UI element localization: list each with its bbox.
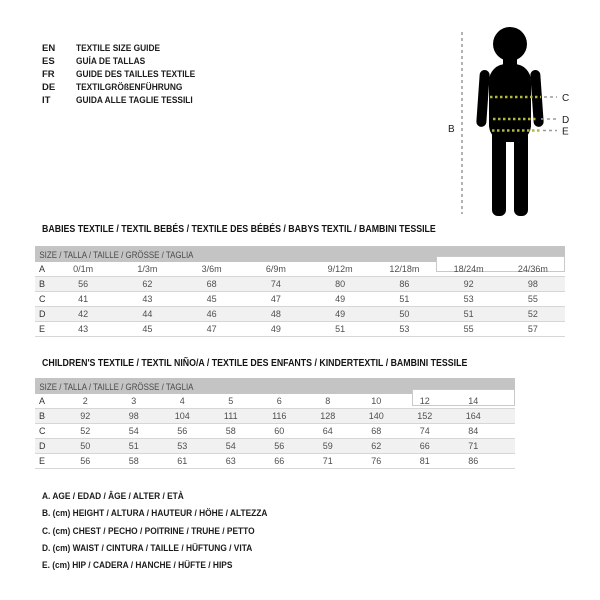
children-size-table [35,378,515,469]
section-title-children-text: CHILDREN'S TEXTILE / TEXTIL NIÑO/A / TEXTILE DES ENFANTS / KINDERTEXTIL / BAMBINI TESSILE [42,358,468,369]
language-row [42,81,211,94]
size-cell: 66 [419,441,430,451]
size-cell: 51 [335,324,346,334]
size-cell: 98 [128,411,139,421]
language-list [42,42,211,107]
size-cell: 1/3m [137,264,158,274]
size-cell: 53 [177,441,188,451]
size-cell: 104 [174,411,190,421]
size-cell: 62 [371,441,382,451]
size-cell: 68 [371,426,382,436]
legend-item: D. (cm) WAIST / CINTURA / TAILLE / HÜFTUNG / VITA [42,542,253,554]
size-row [35,262,565,277]
size-cell: 86 [399,279,410,289]
size-cell: 45 [206,294,217,304]
size-cell: 3/6m [201,264,222,274]
size-cell: 49 [335,309,346,319]
row-label: A [39,396,46,406]
size-cell: 84 [468,426,479,436]
language-row [42,94,211,107]
size-cell: 51 [128,441,139,451]
size-row [35,292,565,307]
row-label: B [39,279,46,289]
language-code: FR [42,69,55,80]
language-code: EN [42,43,56,54]
size-cell: 53 [463,294,474,304]
measure-label-c: C [562,93,570,104]
child-silhouette [476,27,544,216]
size-cell: 56 [80,456,91,466]
size-cell: 116 [272,411,287,421]
size-cell: 63 [225,456,236,466]
size-cell: 92 [463,279,474,289]
size-cell: 52 [80,426,91,436]
size-cell: 111 [223,411,238,421]
language-row [42,42,211,55]
size-cell: 24/36m [517,264,548,274]
size-row [35,454,515,469]
language-label: TEXTILGRÖßENFÜHRUNG [76,82,183,93]
size-cell: 81 [419,456,430,466]
row-label: A [39,264,46,274]
size-cell: 58 [225,426,236,436]
size-cell: 51 [463,309,474,319]
size-cell: 56 [274,441,285,451]
size-cell: 80 [335,279,346,289]
measure-label-b: B [448,124,455,135]
size-row [35,307,565,322]
size-cell: 50 [399,309,410,319]
section-title-children [42,358,525,369]
language-code: ES [42,56,55,67]
table-header-label: SIZE / TALLA / TAILLE / GRÖSSE / TAGLIA [39,250,194,260]
legend-item: E. (cm) HIP / CADERA / HANCHE / HÜFTE / HIPS [42,560,233,572]
size-row [35,424,515,439]
size-row [35,394,515,409]
size-cell: 86 [468,456,479,466]
measure-label-e: E [562,126,569,138]
size-cell: 74 [419,426,430,436]
size-cell: 48 [270,309,281,319]
size-cell: 56 [177,426,188,436]
size-cell: 14 [468,396,479,406]
size-cell: 128 [320,411,336,421]
row-label: D [39,441,46,451]
size-cell: 60 [274,426,285,436]
size-cell: 140 [368,411,384,421]
size-cell: 71 [468,441,479,451]
size-cell: 66 [274,456,285,466]
size-row [35,322,565,337]
size-cell: 46 [206,309,217,319]
size-row [35,277,565,292]
language-code: DE [42,82,56,93]
size-cell: 74 [270,279,281,289]
size-cell: 12/18m [389,264,420,274]
size-cell: 2 [82,396,88,406]
babies-size-table [35,246,565,337]
size-cell: 41 [78,294,89,304]
size-cell: 9/12m [327,264,353,274]
size-cell: 47 [270,294,281,304]
size-cell: 8 [325,396,331,406]
size-cell: 54 [128,426,139,436]
legend-item: A. AGE / EDAD / ÂGE / ALTER / ETÀ [42,491,184,502]
size-cell: 68 [206,279,217,289]
size-cell: 12 [419,396,430,406]
language-label: TEXTILE SIZE GUIDE [76,43,161,54]
section-title-babies [42,224,489,235]
table-header-label: SIZE / TALLA / TAILLE / GRÖSSE / TAGLIA [39,382,194,392]
section-title-babies-text: BABIES TEXTILE / TEXTIL BEBÉS / TEXTILE DES BÉBÉS / BABYS TEXTIL / BAMBINI TESSILE [42,224,436,235]
size-cell: 55 [527,294,538,304]
size-cell: 62 [142,279,153,289]
size-cell: 92 [80,411,91,421]
size-cell: 49 [270,324,281,334]
legend-list [42,488,298,574]
legend-item: C. (cm) CHEST / PECHO / POITRINE / TRUHE / PETTO [42,525,255,537]
size-cell: 10 [371,396,382,406]
row-label: C [39,426,46,436]
row-label: D [39,309,46,319]
size-cell: 64 [322,426,333,436]
size-cell: 53 [399,324,410,334]
size-cell: 56 [78,279,89,289]
size-cell: 4 [179,396,185,406]
row-label: B [39,411,46,421]
size-cell: 152 [417,411,433,421]
size-cell: 76 [371,456,382,466]
size-cell: 57 [527,324,538,334]
size-cell: 3 [131,396,137,406]
size-cell: 50 [80,441,91,451]
size-cell: 5 [228,396,234,406]
size-cell: 43 [142,294,153,304]
size-cell: 6 [276,396,282,406]
size-cell: 49 [335,294,346,304]
size-cell: 18/24m [453,264,484,274]
size-cell: 71 [322,456,333,466]
size-cell: 52 [527,309,538,319]
size-cell: 51 [399,294,410,304]
row-label: E [39,324,46,334]
size-cell: 42 [78,309,89,319]
size-cell: 98 [527,279,538,289]
size-cell: 164 [465,411,481,421]
row-label: C [39,294,46,304]
row-label: E [39,456,46,466]
language-code: IT [42,95,51,106]
size-cell: 0/1m [73,264,94,274]
size-cell: 45 [142,324,153,334]
size-cell: 43 [78,324,89,334]
language-label: GUÍA DE TALLAS [76,56,146,67]
language-row [42,55,211,68]
measure-label-d: D [562,115,570,126]
size-cell: 61 [177,456,188,466]
size-cell: 58 [128,456,139,466]
size-cell: 44 [142,309,153,319]
size-cell: 47 [206,324,217,334]
size-row [35,439,515,454]
language-label: GUIDA ALLE TAGLIE TESSILI [76,95,193,106]
size-cell: 54 [225,441,236,451]
child-silhouette-figure [445,18,575,218]
size-cell: 55 [463,324,474,334]
size-cell: 59 [322,441,333,451]
language-row [42,68,211,81]
legend-item: B. (cm) HEIGHT / ALTURA / HAUTEUR / HÖHE / ALTEZZA [42,508,268,520]
language-label: GUIDE DES TAILLES TEXTILE [76,69,196,80]
size-row [35,409,515,424]
size-cell: 6/9m [265,264,286,274]
